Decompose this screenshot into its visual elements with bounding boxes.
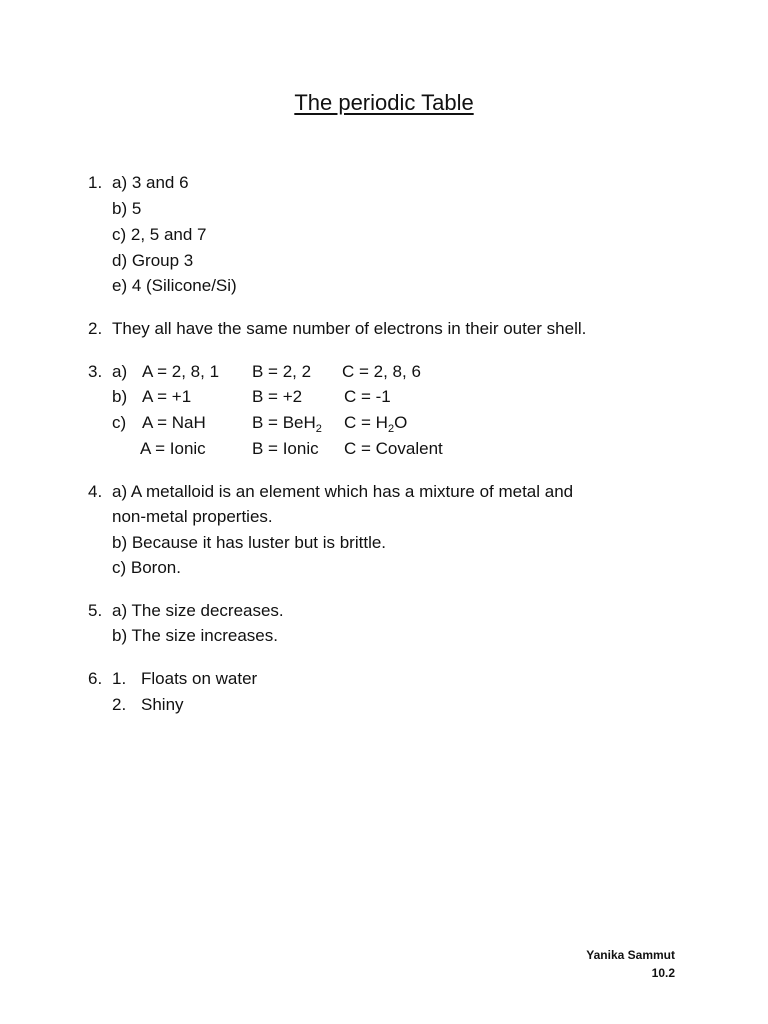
answer-2: They all have the same number of electrons in their outer shell. (112, 319, 587, 338)
formula-text: B = BeH (252, 413, 316, 432)
answer-3a-C: C = 2, 8, 6 (342, 362, 421, 381)
formula-text: O (394, 413, 408, 432)
answer-3b-B: B = +2 (252, 387, 303, 406)
page-title: The periodic Table (294, 90, 474, 115)
answer-5b: b) The size increases. (112, 626, 278, 645)
answer-3a-A: A = 2, 8, 1 (142, 362, 220, 381)
answer-1e: e) 4 (Silicone/Si) (112, 276, 237, 295)
formula-subscript: 2 (387, 423, 395, 435)
answer-4a-line1: a) A metalloid is an element which has a mixture of metal and (112, 482, 574, 501)
question-number: 5. (88, 601, 103, 620)
answer-6-item1-number: 1. (112, 669, 127, 688)
answer-3d-B: B = Ionic (252, 439, 319, 458)
answer-6-item2: Shiny (141, 695, 184, 714)
formula-text: C = H (344, 413, 388, 432)
answer-3b-A: A = +1 (142, 387, 192, 406)
answer-6-item1: Floats on water (141, 669, 258, 688)
answer-3b-label: b) (112, 387, 128, 406)
answer-5a: a) The size decreases. (112, 601, 284, 620)
question-number: 1. (88, 173, 103, 192)
answer-3c-B (252, 412, 322, 436)
answer-3a-B: B = 2, 2 (252, 362, 312, 381)
answer-1a: a) 3 and 6 (112, 173, 189, 192)
answer-6-item2-number: 2. (112, 695, 127, 714)
answer-3c-A: A = NaH (142, 413, 206, 432)
answer-4a-line2: non-metal properties. (112, 507, 273, 526)
answer-4b: b) Because it has luster but is brittle. (112, 533, 387, 552)
question-number: 2. (88, 319, 103, 338)
answer-3b-C: C = -1 (344, 387, 391, 406)
question-number: 3. (88, 362, 103, 381)
answer-3c-C (344, 412, 407, 436)
author-name: Yanika Sammut (586, 948, 675, 962)
answer-3d-C: C = Covalent (344, 439, 443, 458)
answer-1c: c) 2, 5 and 7 (112, 225, 207, 244)
answer-3c-label: c) (112, 413, 127, 432)
author-class: 10.2 (651, 966, 675, 980)
formula-subscript: 2 (315, 423, 322, 435)
answer-3d-A: A = Ionic (140, 439, 206, 458)
answer-4c: c) Boron. (112, 558, 181, 577)
question-number: 6. (88, 669, 103, 688)
answer-1b: b) 5 (112, 199, 142, 218)
question-number: 4. (88, 482, 103, 501)
answer-1d: d) Group 3 (112, 251, 194, 270)
answer-3a-label: a) (112, 362, 128, 381)
